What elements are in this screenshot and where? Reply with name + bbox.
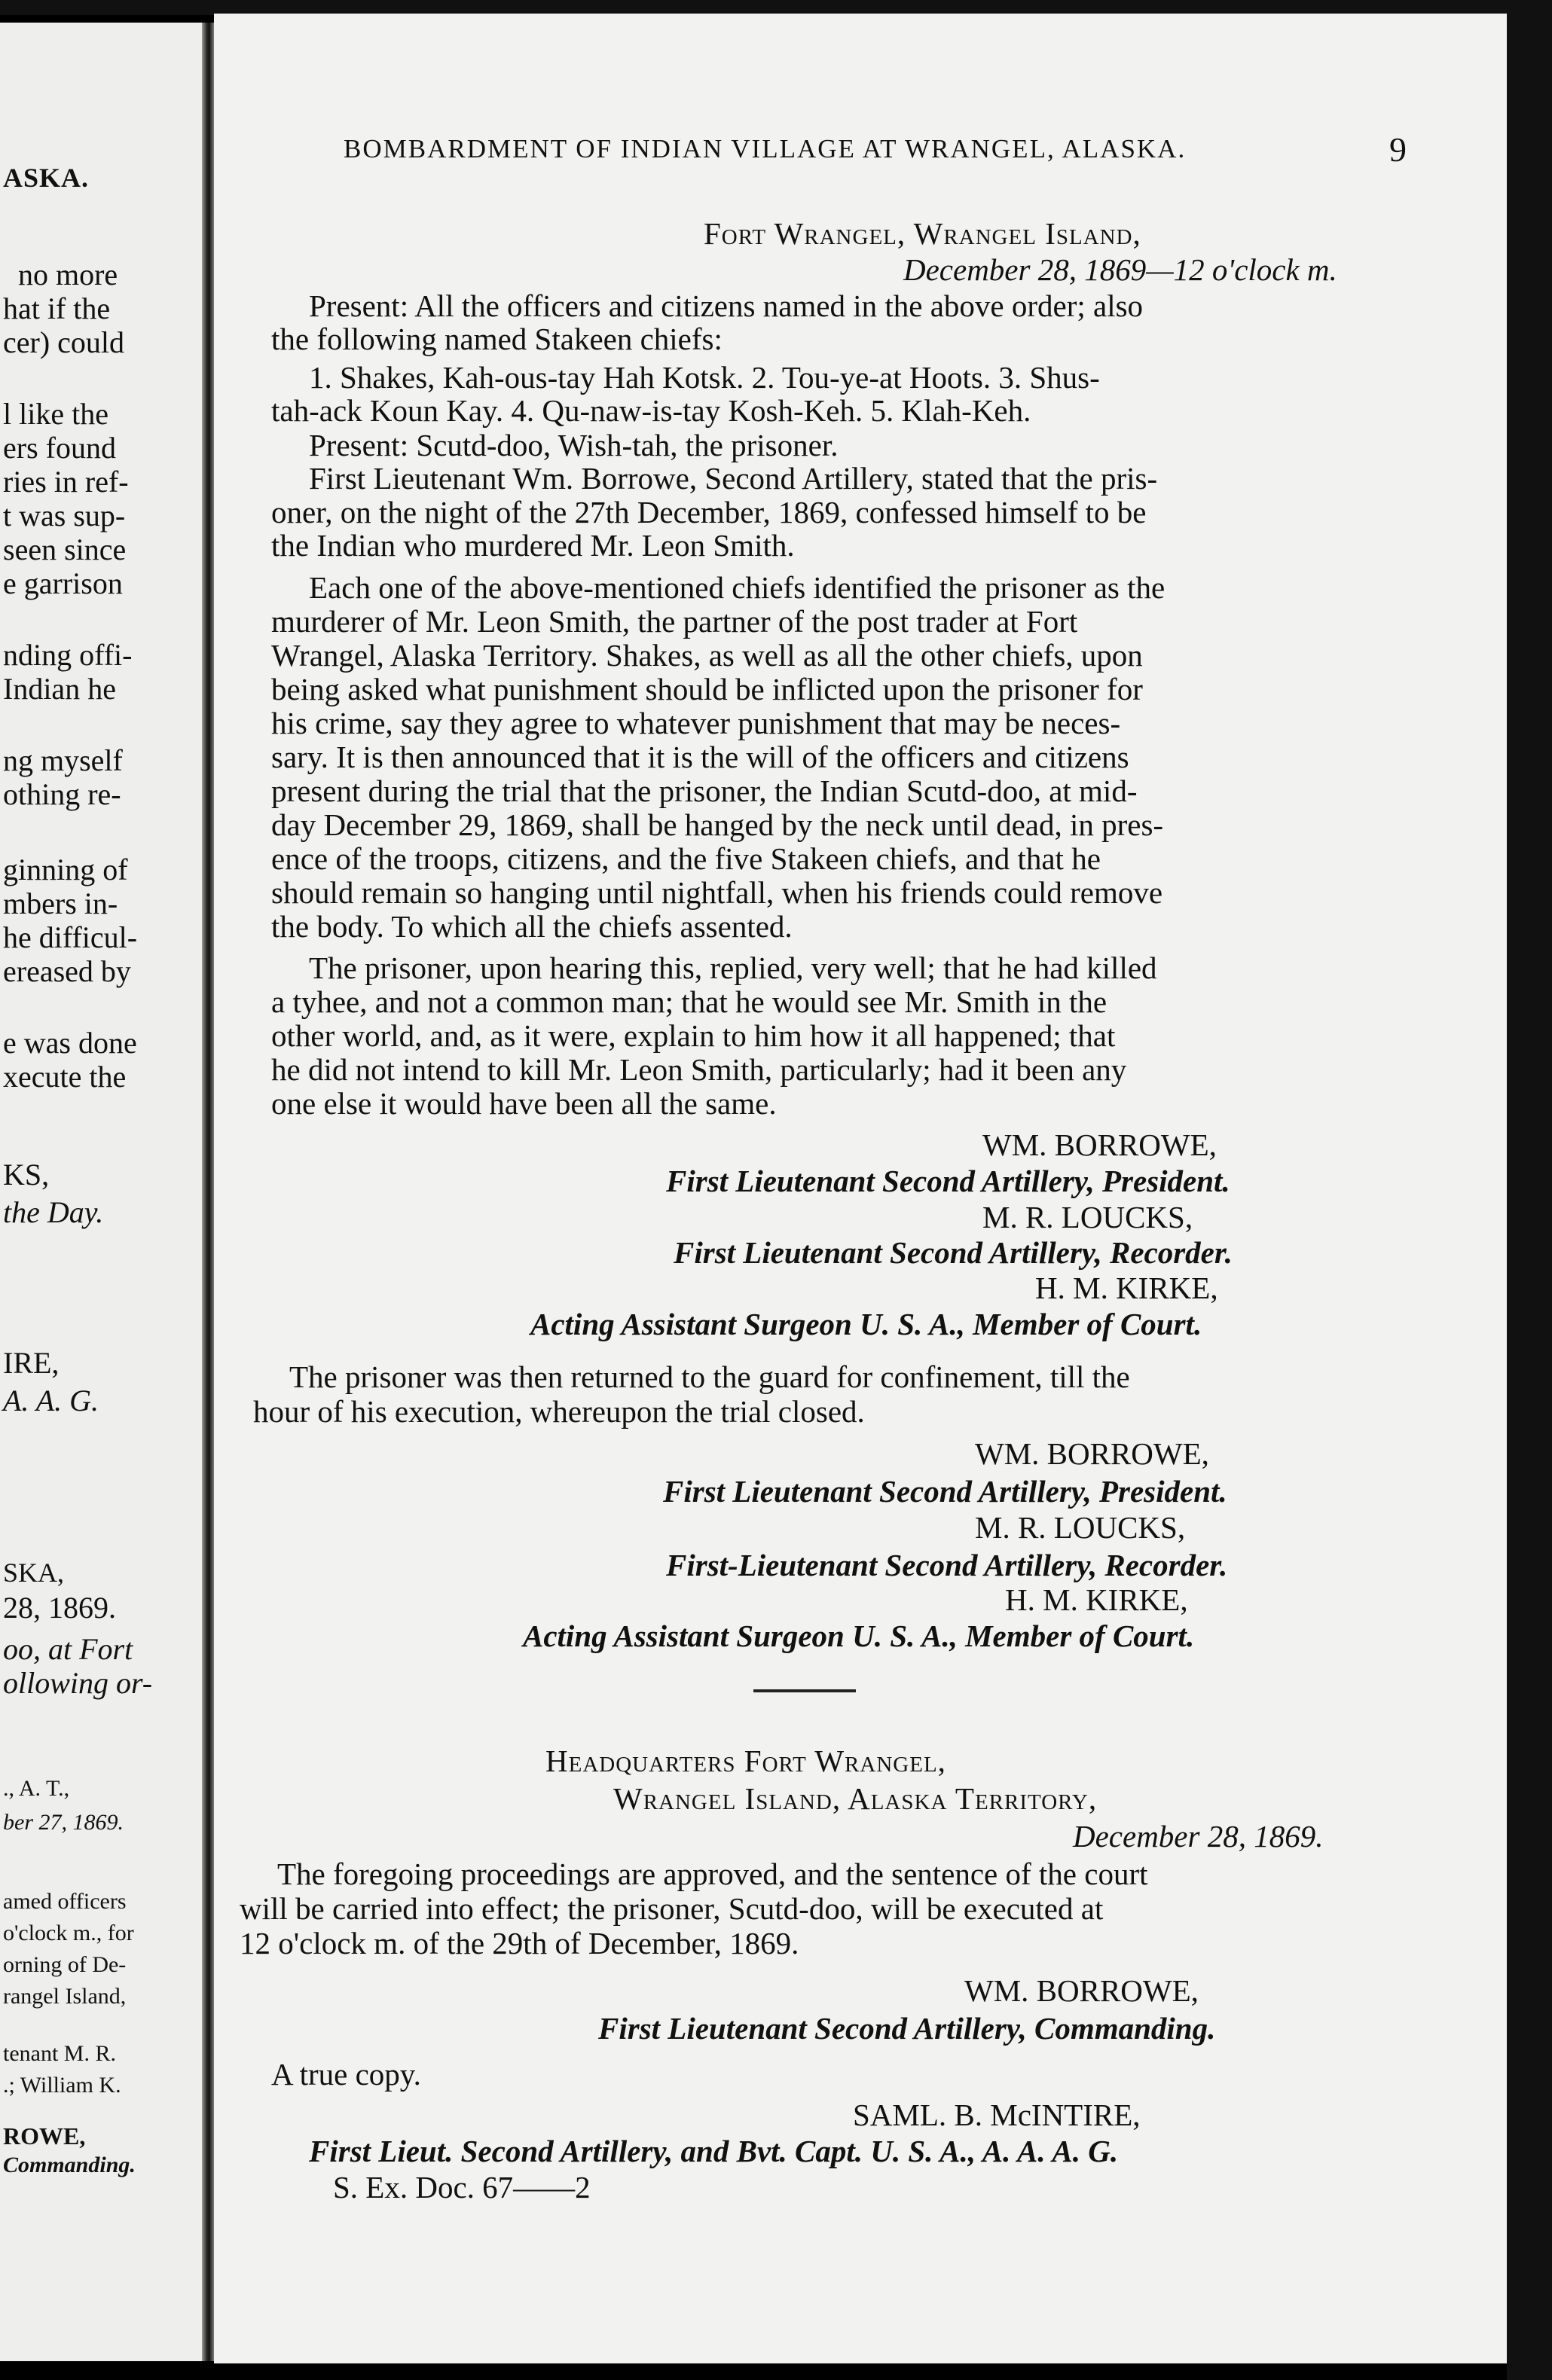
left-page-line: e garrison xyxy=(3,566,123,600)
left-page-line: SKA, xyxy=(3,1558,65,1588)
body-line: present during the trial that the prisoner, the Indian Scutd-doo, at mid- xyxy=(271,774,1138,808)
left-page-line: e was done xyxy=(3,1026,137,1060)
body-line: one else it would have been all the same. xyxy=(271,1086,777,1121)
document-reference: S. Ex. Doc. 67——2 xyxy=(333,2170,591,2205)
body-line: 12 o'clock m. of the 29th of December, 1869. xyxy=(240,1926,799,1960)
left-page-line: A. A. G. xyxy=(3,1384,99,1417)
left-page-line: tenant M. R. xyxy=(3,2041,116,2066)
left-page-header: ASKA. xyxy=(3,163,90,193)
left-page-line: he difficul- xyxy=(3,920,138,954)
left-page-line: .; William K. xyxy=(3,2073,121,2098)
signature-name: M. R. LOUCKS, xyxy=(982,1200,1193,1234)
signature-name: WM. BORROWE, xyxy=(982,1127,1217,1162)
running-header: BOMBARDMENT OF INDIAN VILLAGE AT WRANGEL, ALASKA. xyxy=(344,134,1187,163)
body-line: murderer of Mr. Leon Smith, the partner of the post trader at Fort xyxy=(271,604,1078,639)
signature-name: WM. BORROWE, xyxy=(964,1973,1199,2008)
left-page-line: rangel Island, xyxy=(3,1984,127,2009)
signature-title: First Lieutenant Second Artillery, Recorder. xyxy=(674,1235,1233,1270)
left-page-line: oo, at Fort xyxy=(3,1632,133,1666)
book-gutter xyxy=(202,23,214,2361)
document-page xyxy=(214,14,1507,2363)
left-page-line: ers found xyxy=(3,431,116,465)
signature-title: First-Lieutenant Second Artillery, Recorder. xyxy=(666,1548,1228,1582)
body-line: should remain so hanging until nightfall, when his friends could remove xyxy=(271,875,1163,910)
left-page-line: orning of De- xyxy=(3,1952,127,1977)
body-line: The prisoner was then returned to the guard for confinement, till the xyxy=(289,1359,1130,1394)
left-page-line: o'clock m., for xyxy=(3,1921,134,1945)
hq-heading: Headquarters Fort Wrangel, xyxy=(545,1744,946,1778)
page-number: 9 xyxy=(1389,130,1407,169)
left-page-line: ginning of xyxy=(3,853,128,886)
left-page-line: t was sup- xyxy=(3,499,126,532)
left-page-line: no more xyxy=(18,258,118,291)
body-line: a tyhee, and not a common man; that he would see Mr. Smith in the xyxy=(271,984,1107,1019)
body-line: his crime, say they agree to whatever punishment that may be neces- xyxy=(271,706,1121,740)
body-line: oner, on the night of the 27th December, 1869, confessed himself to be xyxy=(271,495,1147,529)
signature-name: H. M. KIRKE, xyxy=(1005,1582,1188,1617)
left-page-line: the Day. xyxy=(3,1195,104,1229)
date-heading: December 28, 1869. xyxy=(1073,1819,1324,1854)
body-line: Present: Scutd-doo, Wish-tah, the prisoner. xyxy=(309,428,839,462)
left-page-line: IRE, xyxy=(3,1346,60,1380)
place-heading: Fort Wrangel, Wrangel Island, xyxy=(704,216,1141,251)
left-page-line: ries in ref- xyxy=(3,465,129,499)
signature-title: Acting Assistant Surgeon U. S. A., Member of Court. xyxy=(523,1619,1195,1653)
body-line: the body. To which all the chiefs assented. xyxy=(271,909,793,944)
body-line: he did not intend to kill Mr. Leon Smith, particularly; had it been any xyxy=(271,1052,1127,1087)
left-page-line: amed officers xyxy=(3,1889,127,1914)
signature-title: First Lieutenant Second Artillery, President. xyxy=(666,1164,1230,1198)
signature-title: Acting Assistant Surgeon U. S. A., Member of Court. xyxy=(530,1307,1202,1341)
left-page-line: l like the xyxy=(3,397,108,431)
signature-name: M. R. LOUCKS, xyxy=(975,1510,1186,1545)
body-line: hour of his execution, whereupon the trial closed. xyxy=(253,1394,865,1429)
section-divider xyxy=(753,1689,856,1692)
scan-right-border xyxy=(1507,0,1552,2380)
signature-title: First Lieutenant Second Artillery, Commanding. xyxy=(598,2011,1216,2046)
body-line: The foregoing proceedings are approved, and the sentence of the court xyxy=(277,1857,1148,1891)
body-line: Present: All the officers and citizens named in the above order; also xyxy=(309,288,1144,323)
left-page-line: ereased by xyxy=(3,954,131,988)
left-page-line: nding offi- xyxy=(3,638,133,672)
left-page-line: othing re- xyxy=(3,777,121,811)
left-page-line: seen since xyxy=(3,532,127,566)
body-line: tah-ack Koun Kay. 4. Qu-naw-is-tay Kosh-Keh. 5. Klah-Keh. xyxy=(271,393,1031,428)
body-line: the Indian who murdered Mr. Leon Smith. xyxy=(271,528,795,563)
date-heading: December 28, 1869—12 o'clock m. xyxy=(903,252,1337,287)
body-line: Each one of the above-mentioned chiefs identified the prisoner as the xyxy=(309,570,1166,605)
body-line: First Lieutenant Wm. Borrowe, Second Artillery, stated that the pris- xyxy=(309,461,1158,496)
scan-top-border xyxy=(0,0,1552,15)
left-page-line: ollowing or- xyxy=(3,1666,153,1700)
signature-name: WM. BORROWE, xyxy=(975,1436,1209,1471)
left-page-line: xecute the xyxy=(3,1060,127,1094)
body-line: The prisoner, upon hearing this, replied, very well; that he had killed xyxy=(309,950,1157,985)
left-page-line: Indian he xyxy=(3,672,116,706)
left-page-line: KS, xyxy=(3,1158,50,1192)
left-page-fragment xyxy=(0,23,202,2361)
body-line: the following named Stakeen chiefs: xyxy=(271,322,723,356)
signature-name: H. M. KIRKE, xyxy=(1035,1271,1218,1305)
hq-heading: Wrangel Island, Alaska Territory, xyxy=(613,1781,1098,1816)
true-copy-note: A true copy. xyxy=(271,2057,421,2092)
body-line: ence of the troops, citizens, and the five Stakeen chiefs, and that he xyxy=(271,841,1101,876)
left-page-line: mbers in- xyxy=(3,886,118,920)
left-page-line: Commanding. xyxy=(3,2153,136,2177)
body-line: being asked what punishment should be inflicted upon the prisoner for xyxy=(271,672,1143,706)
body-line: 1. Shakes, Kah-ous-tay Hah Kotsk. 2. Tou-ye-at Hoots. 3. Shus- xyxy=(309,360,1100,395)
body-line: Wrangel, Alaska Territory. Shakes, as well as all the other chiefs, upon xyxy=(271,638,1143,673)
left-page-line: ROWE, xyxy=(3,2122,86,2150)
signature-title: First Lieut. Second Artillery, and Bvt. Capt. U. S. A., A. A. A. G. xyxy=(309,2134,1119,2168)
left-page-line: cer) could xyxy=(3,325,125,359)
left-page-line: ., A. T., xyxy=(3,1776,70,1801)
signature-title: First Lieutenant Second Artillery, President. xyxy=(663,1474,1227,1509)
left-page-line: ber 27, 1869. xyxy=(3,1810,124,1835)
left-page-line: 28, 1869. xyxy=(3,1591,116,1625)
body-line: will be carried into effect; the prisoner, Scutd-doo, will be executed at xyxy=(240,1891,1104,1926)
left-page-line: ng myself xyxy=(3,743,123,777)
signature-name: SAML. B. McINTIRE, xyxy=(853,2098,1141,2132)
body-line: day December 29, 1869, shall be hanged by the neck until dead, in pres- xyxy=(271,807,1164,842)
left-page-line: hat if the xyxy=(3,291,111,325)
body-line: sary. It is then announced that it is the will of the officers and citizens xyxy=(271,740,1129,774)
body-line: other world, and, as it were, explain to him how it all happened; that xyxy=(271,1018,1116,1053)
